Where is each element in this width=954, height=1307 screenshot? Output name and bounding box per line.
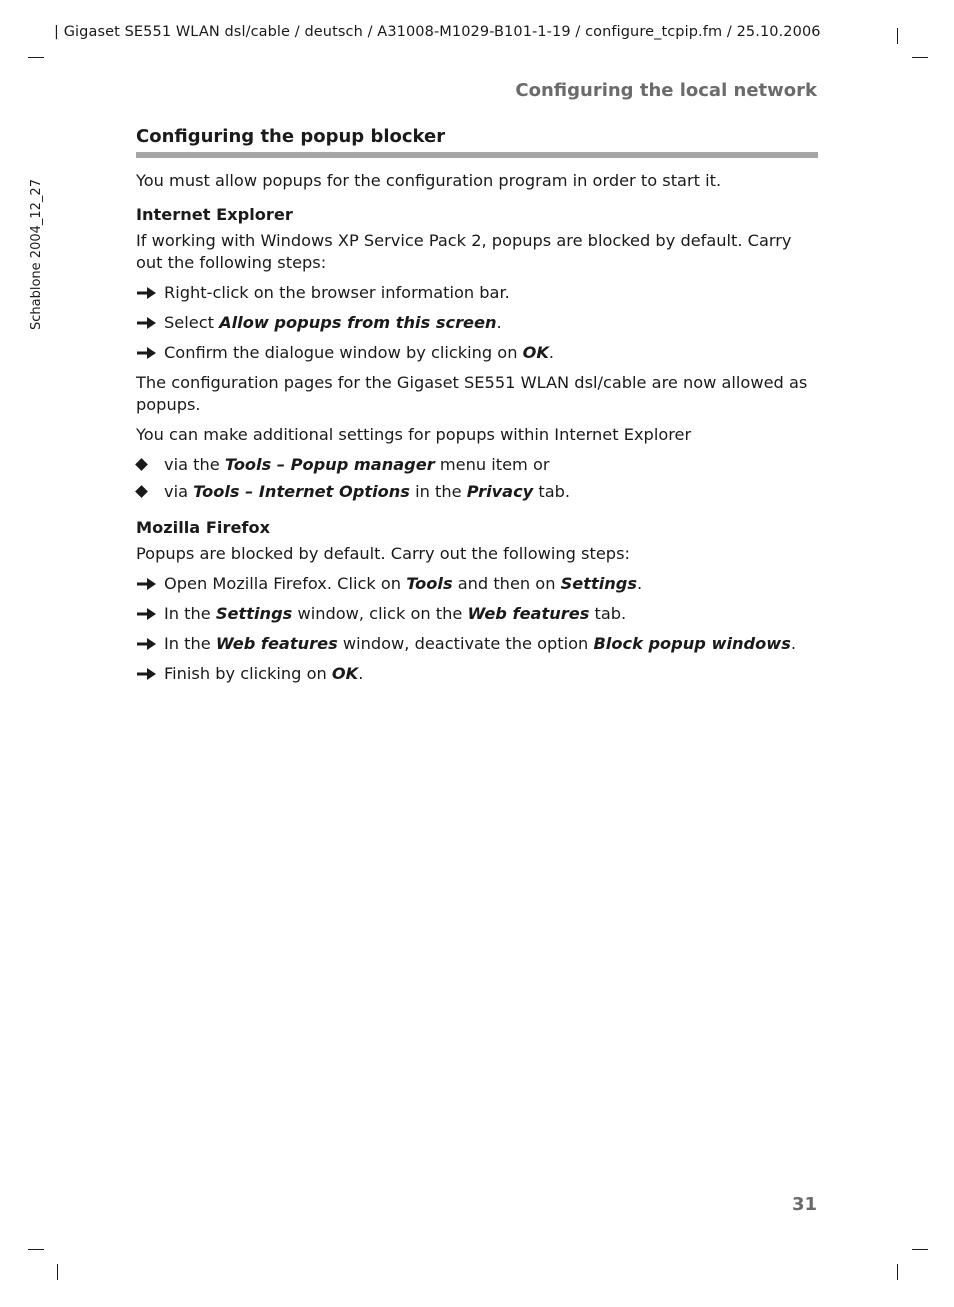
ie-additional-note: You can make additional settings for popups within Internet Explorer xyxy=(136,425,692,444)
menu-name: Tools xyxy=(406,574,453,593)
ie-bullet-1 xyxy=(136,454,818,476)
arrow-icon xyxy=(136,664,158,684)
option-name: Block popup windows xyxy=(593,634,791,653)
firefox-heading: Mozilla Firefox xyxy=(136,518,271,537)
window-name: Settings xyxy=(215,604,293,623)
arrow-icon xyxy=(136,574,158,594)
arrow-icon xyxy=(136,604,158,624)
punctuation: . xyxy=(496,313,502,332)
ie-step-3-text: Confirm the dialogue window by clicking on xyxy=(164,343,523,362)
ie-step-1 xyxy=(136,282,818,304)
bullet-text: tab. xyxy=(533,482,571,501)
step-text: Finish by clicking on xyxy=(164,664,332,683)
ie-step-2 xyxy=(136,312,818,334)
punctuation: . xyxy=(790,634,796,653)
diamond-bullet-icon xyxy=(135,458,148,471)
crop-mark xyxy=(912,57,928,58)
step-text: window, click on the xyxy=(292,604,468,623)
crop-mark xyxy=(912,1249,928,1250)
bullet-text: via the xyxy=(164,455,225,474)
ie-step-3 xyxy=(136,342,818,364)
firefox-step-3 xyxy=(136,633,818,655)
diamond-bullet-icon xyxy=(135,485,148,498)
title-rule xyxy=(136,152,818,158)
bullet-text: via xyxy=(164,482,194,501)
running-head: Configuring the local network xyxy=(515,80,817,101)
template-label: Schablone 2004_12_27 xyxy=(29,179,44,330)
crop-mark xyxy=(28,1249,44,1250)
document-info-line: | Gigaset SE551 WLAN dsl/cable / deutsch / A31008-M1029-B101-1-19 / configure_tcpip.fm / 25.10.2006 xyxy=(54,24,821,40)
window-name: Web features xyxy=(215,634,338,653)
menu-path: Tools – Internet Options xyxy=(193,482,410,501)
menu-option-name: Allow popups from this screen xyxy=(219,313,497,332)
step-text: tab. xyxy=(589,604,627,623)
crop-mark xyxy=(28,57,44,58)
step-text: and then on xyxy=(452,574,561,593)
arrow-icon xyxy=(136,343,158,363)
tab-name: Web features xyxy=(467,604,590,623)
step-text: In the xyxy=(164,604,216,623)
page-content xyxy=(136,124,818,693)
firefox-step-4 xyxy=(136,663,818,685)
button-name: OK xyxy=(522,343,549,362)
section-intro: You must allow popups for the configuration program in order to start it. xyxy=(136,171,722,190)
step-text: window, deactivate the option xyxy=(337,634,594,653)
tab-name: Privacy xyxy=(466,482,534,501)
firefox-step-2 xyxy=(136,603,818,625)
arrow-icon xyxy=(136,634,158,654)
menu-name: Settings xyxy=(560,574,638,593)
ie-heading: Internet Explorer xyxy=(136,205,293,224)
ie-step-2-text: Select xyxy=(164,313,220,332)
punctuation: . xyxy=(358,664,364,683)
arrow-icon xyxy=(136,283,158,303)
crop-mark xyxy=(57,1264,58,1280)
section-title: Configuring the popup blocker xyxy=(136,126,446,147)
button-name: OK xyxy=(331,664,359,683)
ie-bullet-2 xyxy=(136,481,818,503)
firefox-intro: Popups are blocked by default. Carry out the following steps: xyxy=(136,544,630,563)
firefox-step-1 xyxy=(136,573,818,595)
menu-path: Tools – Popup manager xyxy=(224,455,435,474)
punctuation: . xyxy=(637,574,643,593)
step-text: Open Mozilla Firefox. Click on xyxy=(164,574,407,593)
ie-allowed-note: The configuration pages for the Gigaset SE551 WLAN dsl/cable are now allowed as popups. xyxy=(136,373,808,414)
bullet-text: in the xyxy=(409,482,467,501)
step-text: In the xyxy=(164,634,216,653)
ie-step-1-text: Right-click on the browser information bar. xyxy=(164,283,510,302)
crop-mark xyxy=(897,28,898,44)
arrow-icon xyxy=(136,313,158,333)
page-number: 31 xyxy=(791,1194,817,1215)
punctuation: . xyxy=(548,343,555,362)
bullet-text: menu item or xyxy=(434,455,550,474)
crop-mark xyxy=(897,1264,898,1280)
ie-intro: If working with Windows XP Service Pack 2, popups are blocked by default. Carry out the following steps: xyxy=(136,231,792,272)
